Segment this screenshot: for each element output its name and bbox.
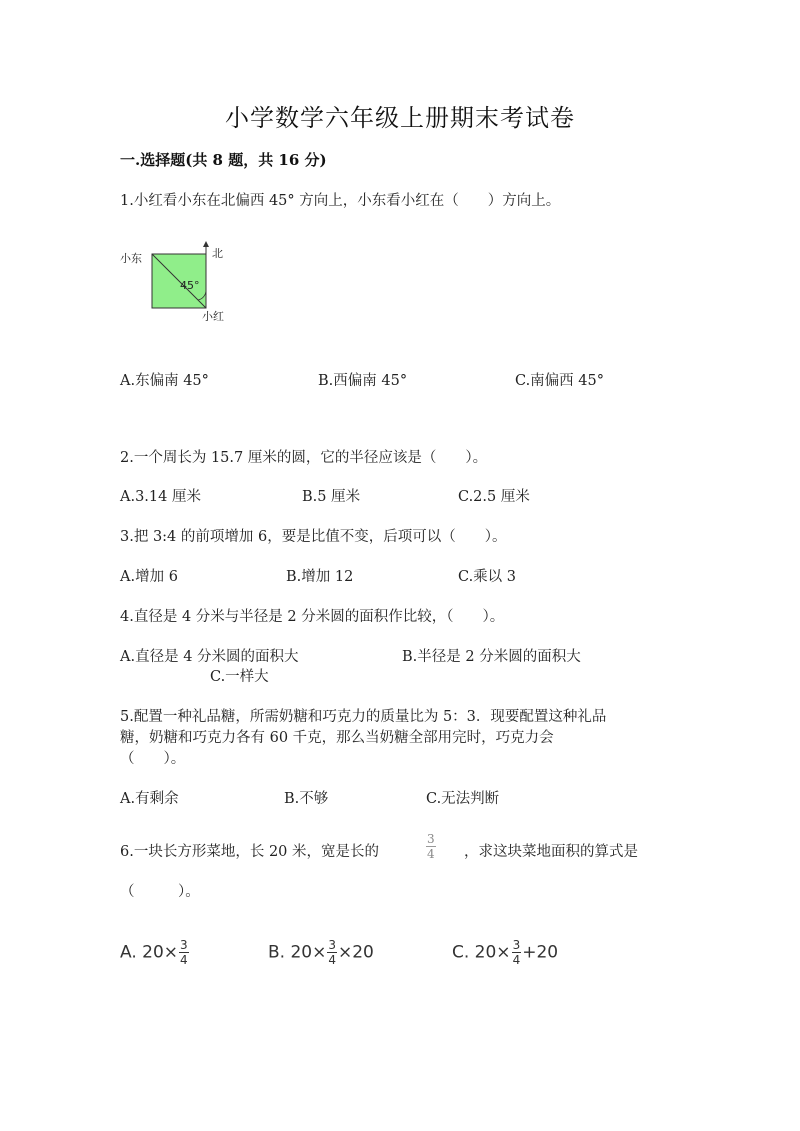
q6-option-b-den: 4 <box>328 953 336 967</box>
q1-option-a: A.东偏南 45° <box>120 373 209 389</box>
q1-option-b: B.西偏南 45° <box>318 373 408 389</box>
q6-option-c-suffix: +20 <box>522 942 559 963</box>
q3-option-b: B.增加 12 <box>286 569 354 585</box>
q2-option-c: C.2.5 厘米 <box>458 489 530 505</box>
question-6-text-before: 6.一块长方形菜地，长 20 米，宽是长的 <box>120 844 380 860</box>
question-4-text: 4.直径是 4 分米与半径是 2 分米圆的面积作比较，（ ）。 <box>120 609 505 625</box>
q6-fraction <box>426 832 436 861</box>
question-3-text: 3.把 3:4 的前项增加 6，要是比值不变，后项可以（ ）。 <box>120 529 507 545</box>
question-6-text-after: ，求这块菜地面积的算式是 <box>464 844 638 860</box>
q6-option-c-num: 3 <box>512 938 521 952</box>
q3-option-c: C.乘以 3 <box>458 569 517 585</box>
q4-option-a: A.直径是 4 分米圆的面积大 <box>120 649 299 665</box>
q6-option-c-prefix: C. 20× <box>452 942 511 963</box>
q6-option-c-den: 4 <box>512 953 521 967</box>
label-xiaodong: 小东 <box>120 252 142 265</box>
q6-option-a-num: 3 <box>180 938 188 952</box>
q6-option-b <box>268 938 374 967</box>
question-5-line-1: 5.配置一种礼品糖，所需奶糖和巧克力的质量比为 5：3．现要配置这种礼品 <box>120 709 607 725</box>
q6-option-a-prefix: A. 20× <box>120 942 179 963</box>
q2-option-a: A.3.14 厘米 <box>120 489 201 505</box>
q2-option-b: B.5 厘米 <box>302 489 361 505</box>
q4-option-b: B.半径是 2 分米圆的面积大 <box>402 649 581 665</box>
q5-option-b: B.不够 <box>284 791 329 807</box>
label-angle: 45° <box>180 279 200 292</box>
q6-fraction-denominator: 4 <box>427 847 435 861</box>
q5-option-a: A.有剩余 <box>120 791 179 807</box>
direction-figure <box>118 238 238 328</box>
page-title: 小学数学六年级上册期末考试卷 <box>225 104 575 132</box>
q6-option-a <box>120 938 190 967</box>
section-heading: 一.选择题(共 8 题，共 16 分) <box>120 151 327 169</box>
q6-option-b-fraction <box>327 938 337 967</box>
q6-option-a-fraction <box>179 938 189 967</box>
q6-option-b-prefix: B. 20× <box>268 942 327 963</box>
q5-option-c: C.无法判断 <box>426 791 500 807</box>
north-arrow-icon <box>203 241 209 247</box>
question-5-line-3: （ ）。 <box>120 751 186 767</box>
q6-fraction-numerator: 3 <box>427 832 435 846</box>
question-5-line-2: 糖，奶糖和巧克力各有 60 千克，那么当奶糖全部用完时，巧克力会 <box>120 730 554 746</box>
q6-option-c <box>452 938 558 967</box>
question-6-line-2: （ ）。 <box>120 884 200 900</box>
q6-option-a-den: 4 <box>180 953 188 967</box>
question-1-text: 1.小红看小东在北偏西 45° 方向上，小东看小红在（ ）方向上。 <box>120 193 561 209</box>
q6-option-c-fraction <box>512 938 522 967</box>
question-2-text: 2.一个周长为 15.7 厘米的圆，它的半径应该是（ ）。 <box>120 450 488 466</box>
q3-option-a: A.增加 6 <box>120 569 178 585</box>
label-north: 北 <box>212 247 223 260</box>
q6-option-b-num: 3 <box>328 938 336 952</box>
q1-option-c: C.南偏西 45° <box>515 373 604 389</box>
label-xiaohong: 小红 <box>202 310 224 323</box>
q4-option-c: C.一样大 <box>210 669 269 685</box>
q6-option-b-suffix: ×20 <box>338 942 374 963</box>
